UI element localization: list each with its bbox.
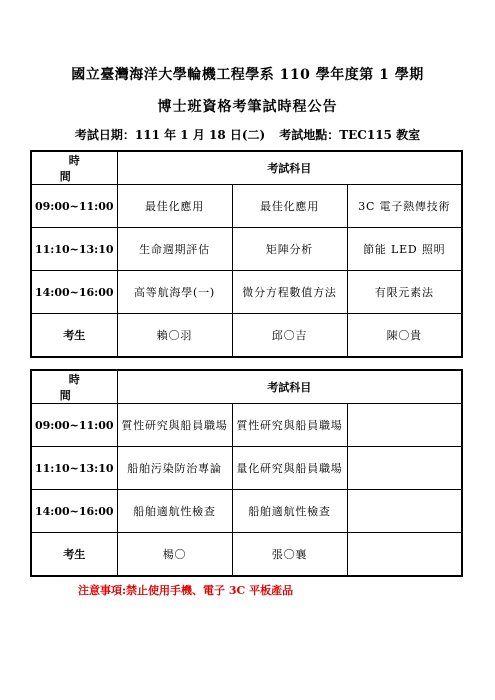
subject-cell: 船舶適航性檢查 — [232, 490, 347, 533]
table-row — [31, 447, 462, 490]
subject-cell: 3C 電子熱傳技術 — [347, 185, 462, 228]
examinee-label: 考生 — [31, 314, 117, 357]
schedule-table-2 — [30, 369, 463, 577]
subject-cell — [347, 490, 462, 533]
page-title: 國立臺灣海洋大學輪機工程學系 110 學年度第 1 學期 — [71, 67, 424, 83]
examinee-row — [31, 533, 462, 576]
examinee-cell: 張〇襄 — [232, 533, 347, 576]
examinee-row — [31, 314, 462, 357]
subject-cell: 最佳化應用 — [232, 185, 347, 228]
subject-cell: 生命週期評估 — [117, 228, 232, 271]
time-cell: 11:10~13:10 — [31, 228, 117, 271]
subject-cell: 量化研究與船員職場 — [232, 447, 347, 490]
table-header-row — [31, 151, 462, 185]
subject-cell — [347, 404, 462, 447]
subject-cell — [347, 447, 462, 490]
table-row — [31, 271, 462, 314]
time-cell: 09:00~11:00 — [31, 185, 117, 228]
header-time: 時 間 — [31, 151, 117, 185]
table-row — [31, 404, 462, 447]
table-row — [31, 185, 462, 228]
subject-cell: 最佳化應用 — [117, 185, 232, 228]
exam-date: 考試日期：111 年 1 月 18 日(二) — [74, 128, 266, 142]
time-cell: 14:00~16:00 — [31, 271, 117, 314]
subject-cell: 高等航海學(一) — [117, 271, 232, 314]
header-time: 時 間 — [31, 370, 117, 404]
subject-cell: 矩陣分析 — [232, 228, 347, 271]
table-header-row — [31, 370, 462, 404]
examinee-cell: 陳〇貴 — [347, 314, 462, 357]
table-row — [31, 490, 462, 533]
subject-cell: 節能 LED 照明 — [347, 228, 462, 271]
examinee-cell: 賴〇羽 — [117, 314, 232, 357]
time-cell: 09:00~11:00 — [31, 404, 117, 447]
examinee-label: 考生 — [31, 533, 117, 576]
page-subtitle: 博士班資格考筆試時程公告 — [157, 99, 338, 115]
time-cell: 14:00~16:00 — [31, 490, 117, 533]
table-row — [31, 228, 462, 271]
exam-info — [0, 126, 495, 143]
subject-cell: 質性研究與船員職場 — [117, 404, 232, 447]
examinee-cell: 楊〇 — [117, 533, 232, 576]
exam-location: 考試地點：TEC115 教室 — [279, 128, 421, 142]
examinee-cell: 邱〇吉 — [232, 314, 347, 357]
subject-cell: 有限元素法 — [347, 271, 462, 314]
subject-cell: 質性研究與船員職場 — [232, 404, 347, 447]
examinee-cell — [347, 533, 462, 576]
subject-cell: 船舶適航性檢查 — [117, 490, 232, 533]
notice-text: 注意事項:禁止使用手機、電子 3C 平板產品 — [78, 584, 294, 597]
header-subjects: 考試科目 — [117, 151, 462, 185]
schedule-table-1 — [30, 150, 463, 358]
subject-cell: 船舶污染防治專論 — [117, 447, 232, 490]
header-subjects: 考試科目 — [117, 370, 462, 404]
subject-cell: 微分方程數值方法 — [232, 271, 347, 314]
time-cell: 11:10~13:10 — [31, 447, 117, 490]
